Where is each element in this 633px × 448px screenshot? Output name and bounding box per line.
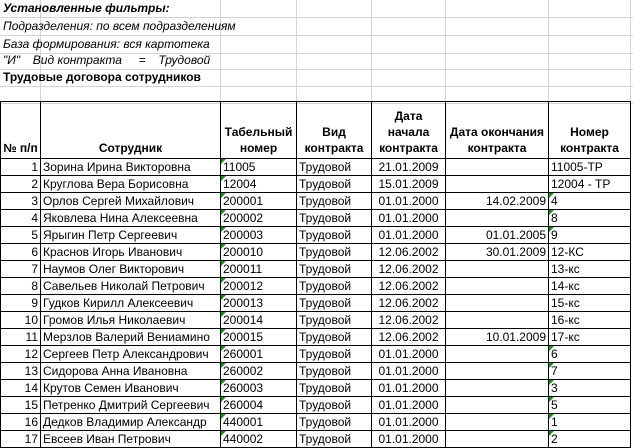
cell-num[interactable]: 5 — [1, 227, 41, 244]
header-contract-number[interactable]: Номер контракта — [549, 102, 631, 159]
table-row — [1, 159, 631, 176]
cell-start-date[interactable]: 01.01.2000 — [372, 193, 446, 210]
filter-line-3-value: Трудовой — [158, 53, 211, 67]
cell-num[interactable]: 10 — [1, 312, 41, 329]
cell-num[interactable]: 4 — [1, 210, 41, 227]
table-row — [1, 210, 631, 227]
cell-contract-type[interactable]: Трудовой — [297, 176, 372, 193]
cell-end-date[interactable] — [446, 312, 549, 329]
cell-start-date[interactable]: 12.06.2002 — [372, 312, 446, 329]
cell-num[interactable]: 7 — [1, 261, 41, 278]
cell-end-date[interactable]: 14.02.2009 — [446, 193, 549, 210]
table-row — [1, 193, 631, 210]
cell-employee[interactable]: Сергеев Петр Александрович — [41, 346, 221, 363]
cell-contract-type[interactable]: Трудовой — [297, 159, 372, 176]
cell-contract-type[interactable]: Трудовой — [297, 244, 372, 261]
table-header-row — [1, 102, 631, 159]
cell-num[interactable]: 14 — [1, 380, 41, 397]
cell-contract-number[interactable]: 1 — [549, 414, 631, 431]
cell-contract-number[interactable]: 13-кс — [549, 261, 631, 278]
cell-contract-type[interactable]: Трудовой — [297, 329, 372, 346]
table-row — [1, 380, 631, 397]
cell-tab-number[interactable]: 440002 — [221, 431, 297, 448]
cell-contract-type[interactable]: Трудовой — [297, 414, 372, 431]
cell-employee[interactable]: Сидорова Анна Ивановна — [41, 363, 221, 380]
table-row — [1, 261, 631, 278]
cell-tab-number[interactable]: 200012 — [221, 278, 297, 295]
cell-tab-number[interactable]: 12004 — [221, 176, 297, 193]
cell-start-date[interactable]: 12.06.2002 — [372, 329, 446, 346]
cell-start-date[interactable]: 12.06.2002 — [372, 261, 446, 278]
cell-employee[interactable]: Наумов Олег Викторович — [41, 261, 221, 278]
cell-end-date[interactable] — [446, 176, 549, 193]
cell-contract-number[interactable]: 11005-ТР — [549, 159, 631, 176]
cell-employee[interactable]: Мерзлов Валерий Вениамино — [41, 329, 221, 346]
cell-start-date[interactable]: 01.01.2000 — [372, 380, 446, 397]
cell-contract-number[interactable]: 5 — [549, 397, 631, 414]
cell-tab-number[interactable]: 200001 — [221, 193, 297, 210]
cell-start-date[interactable]: 12.06.2002 — [372, 295, 446, 312]
cell-start-date[interactable]: 15.01.2009 — [372, 176, 446, 193]
cell-employee[interactable]: Громов Илья Николаевич — [41, 312, 221, 329]
cell-end-date[interactable] — [446, 431, 549, 448]
cell-contract-type[interactable]: Трудовой — [297, 261, 372, 278]
cell-num[interactable]: 1 — [1, 159, 41, 176]
cell-num[interactable]: 12 — [1, 346, 41, 363]
cell-start-date[interactable]: 01.01.2000 — [372, 431, 446, 448]
cell-start-date[interactable]: 12.06.2002 — [372, 278, 446, 295]
cell-tab-number[interactable]: 440001 — [221, 414, 297, 431]
cell-employee[interactable]: Петренко Дмитрий Сергеевич — [41, 397, 221, 414]
cell-num[interactable]: 16 — [1, 414, 41, 431]
contracts-table — [0, 101, 631, 448]
cell-employee[interactable]: Ярыгин Петр Сергеевич — [41, 227, 221, 244]
filters-title: Установленные фильтры: — [3, 1, 170, 15]
header-employee[interactable]: Сотрудник — [41, 102, 221, 159]
cell-end-date[interactable] — [446, 380, 549, 397]
cell-tab-number[interactable]: 200010 — [221, 244, 297, 261]
cell-contract-number[interactable]: 17-кс — [549, 329, 631, 346]
cell-contract-number[interactable]: 9 — [549, 227, 631, 244]
table-row — [1, 295, 631, 312]
cell-employee[interactable]: Орлов Сергей Михайлович — [41, 193, 221, 210]
cell-employee[interactable]: Евсеев Иван Петрович — [41, 431, 221, 448]
filter-line-3-prefix: "И" — [3, 53, 21, 67]
cell-tab-number[interactable]: 260001 — [221, 346, 297, 363]
filter-line-3-field: Вид контракта — [32, 53, 122, 67]
cell-tab-number[interactable]: 200003 — [221, 227, 297, 244]
cell-num[interactable]: 6 — [1, 244, 41, 261]
cell-contract-type[interactable]: Трудовой — [297, 363, 372, 380]
cell-end-date[interactable]: 10.01.2009 — [446, 329, 549, 346]
cell-employee[interactable]: Яковлева Нина Алексеевна — [41, 210, 221, 227]
cell-tab-number[interactable]: 200002 — [221, 210, 297, 227]
cell-num[interactable]: 2 — [1, 176, 41, 193]
cell-contract-type[interactable]: Трудовой — [297, 346, 372, 363]
cell-start-date[interactable]: 01.01.2000 — [372, 414, 446, 431]
cell-tab-number[interactable]: 260003 — [221, 380, 297, 397]
table-row — [1, 431, 631, 448]
cell-tab-number[interactable]: 260004 — [221, 397, 297, 414]
filter-line-1-cell[interactable] — [0, 18, 633, 36]
cell-start-date[interactable]: 12.06.2002 — [372, 244, 446, 261]
table-row — [1, 227, 631, 244]
filter-line-3-cell[interactable] — [0, 52, 633, 70]
cell-end-date[interactable]: 30.01.2009 — [446, 244, 549, 261]
cell-start-date[interactable]: 01.01.2000 — [372, 363, 446, 380]
cell-end-date[interactable] — [446, 397, 549, 414]
cell-contract-type[interactable]: Трудовой — [297, 278, 372, 295]
table-row — [1, 414, 631, 431]
table-row — [1, 244, 631, 261]
cell-start-date[interactable]: 01.01.2000 — [372, 346, 446, 363]
header-num[interactable]: № п/п — [1, 102, 41, 159]
cell-tab-number[interactable]: 260002 — [221, 363, 297, 380]
filter-line-2: База формирования: вся картотека — [3, 37, 210, 51]
cell-contract-number[interactable]: 15-кс — [549, 295, 631, 312]
cell-end-date[interactable] — [446, 346, 549, 363]
cell-contract-type[interactable]: Трудовой — [297, 380, 372, 397]
cell-end-date[interactable] — [446, 261, 549, 278]
table-row — [1, 397, 631, 414]
cell-num[interactable]: 13 — [1, 363, 41, 380]
filter-line-3-op: = — [138, 53, 146, 67]
cell-contract-number[interactable]: 12-КС — [549, 244, 631, 261]
cell-tab-number[interactable]: 200011 — [221, 261, 297, 278]
cell-tab-number[interactable]: 200013 — [221, 295, 297, 312]
cell-employee[interactable]: Зорина Ирина Викторовна — [41, 159, 221, 176]
cell-contract-number[interactable]: 3 — [549, 380, 631, 397]
cell-employee[interactable]: Круглова Вера Борисовна — [41, 176, 221, 193]
filter-line-1: Подразделения: по всем подразделениям — [3, 19, 236, 33]
cell-contract-type[interactable]: Трудовой — [297, 431, 372, 448]
cell-tab-number[interactable]: 200014 — [221, 312, 297, 329]
table-row — [1, 363, 631, 380]
table-row — [1, 278, 631, 295]
cell-num[interactable]: 9 — [1, 295, 41, 312]
cell-num[interactable]: 3 — [1, 193, 41, 210]
cell-tab-number[interactable]: 11005 — [221, 159, 297, 176]
cell-contract-number[interactable]: 2 — [549, 431, 631, 448]
cell-start-date[interactable]: 21.01.2009 — [372, 159, 446, 176]
cell-num[interactable]: 11 — [1, 329, 41, 346]
cell-contract-type[interactable]: Трудовой — [297, 227, 372, 244]
report-title-cell[interactable] — [0, 69, 633, 87]
cell-end-date[interactable] — [446, 278, 549, 295]
cell-contract-number[interactable]: 6 — [549, 346, 631, 363]
cell-num[interactable]: 17 — [1, 431, 41, 448]
cell-employee[interactable]: Краснов Игорь Иванович — [41, 244, 221, 261]
table-row — [1, 329, 631, 346]
table-row — [1, 176, 631, 193]
header-tab-number[interactable]: Табельный номер — [221, 102, 297, 159]
cell-employee[interactable]: Крутов Семен Иванович — [41, 380, 221, 397]
header-contract-type[interactable]: Вид контракта — [297, 102, 372, 159]
report-title: Трудовые договора сотрудников — [3, 70, 201, 84]
cell-employee[interactable]: Савельев Николай Петрович — [41, 278, 221, 295]
header-start-date[interactable]: Дата начала контракта — [372, 102, 446, 159]
cell-contract-type[interactable]: Трудовой — [297, 397, 372, 414]
cell-contract-number[interactable]: 7 — [549, 363, 631, 380]
cell-end-date[interactable] — [446, 363, 549, 380]
cell-contract-number[interactable]: 16-кс — [549, 312, 631, 329]
cell-start-date[interactable]: 01.01.2000 — [372, 227, 446, 244]
cell-start-date[interactable]: 01.01.2000 — [372, 397, 446, 414]
cell-end-date[interactable] — [446, 159, 549, 176]
table-row — [1, 312, 631, 329]
cell-num[interactable]: 15 — [1, 397, 41, 414]
cell-employee[interactable]: Дедков Владимир Александр — [41, 414, 221, 431]
cell-num[interactable]: 8 — [1, 278, 41, 295]
cell-contract-type[interactable]: Трудовой — [297, 295, 372, 312]
cell-contract-number[interactable]: 12004 - ТР — [549, 176, 631, 193]
table-row — [1, 346, 631, 363]
cell-start-date[interactable]: 01.01.2000 — [372, 210, 446, 227]
filters-title-cell[interactable] — [0, 0, 633, 18]
cell-end-date[interactable] — [446, 414, 549, 431]
cell-contract-type[interactable]: Трудовой — [297, 312, 372, 329]
cell-end-date[interactable] — [446, 210, 549, 227]
header-end-date[interactable]: Дата окончания контракта — [446, 102, 549, 159]
cell-contract-number[interactable]: 8 — [549, 210, 631, 227]
cell-contract-number[interactable]: 14-кс — [549, 278, 631, 295]
cell-end-date[interactable] — [446, 295, 549, 312]
cell-end-date[interactable]: 01.01.2005 — [446, 227, 549, 244]
cell-tab-number[interactable]: 200015 — [221, 329, 297, 346]
cell-contract-number[interactable]: 4 — [549, 193, 631, 210]
cell-contract-type[interactable]: Трудовой — [297, 210, 372, 227]
cell-contract-type[interactable]: Трудовой — [297, 193, 372, 210]
cell-employee[interactable]: Гудков Кирилл Алексеевич — [41, 295, 221, 312]
